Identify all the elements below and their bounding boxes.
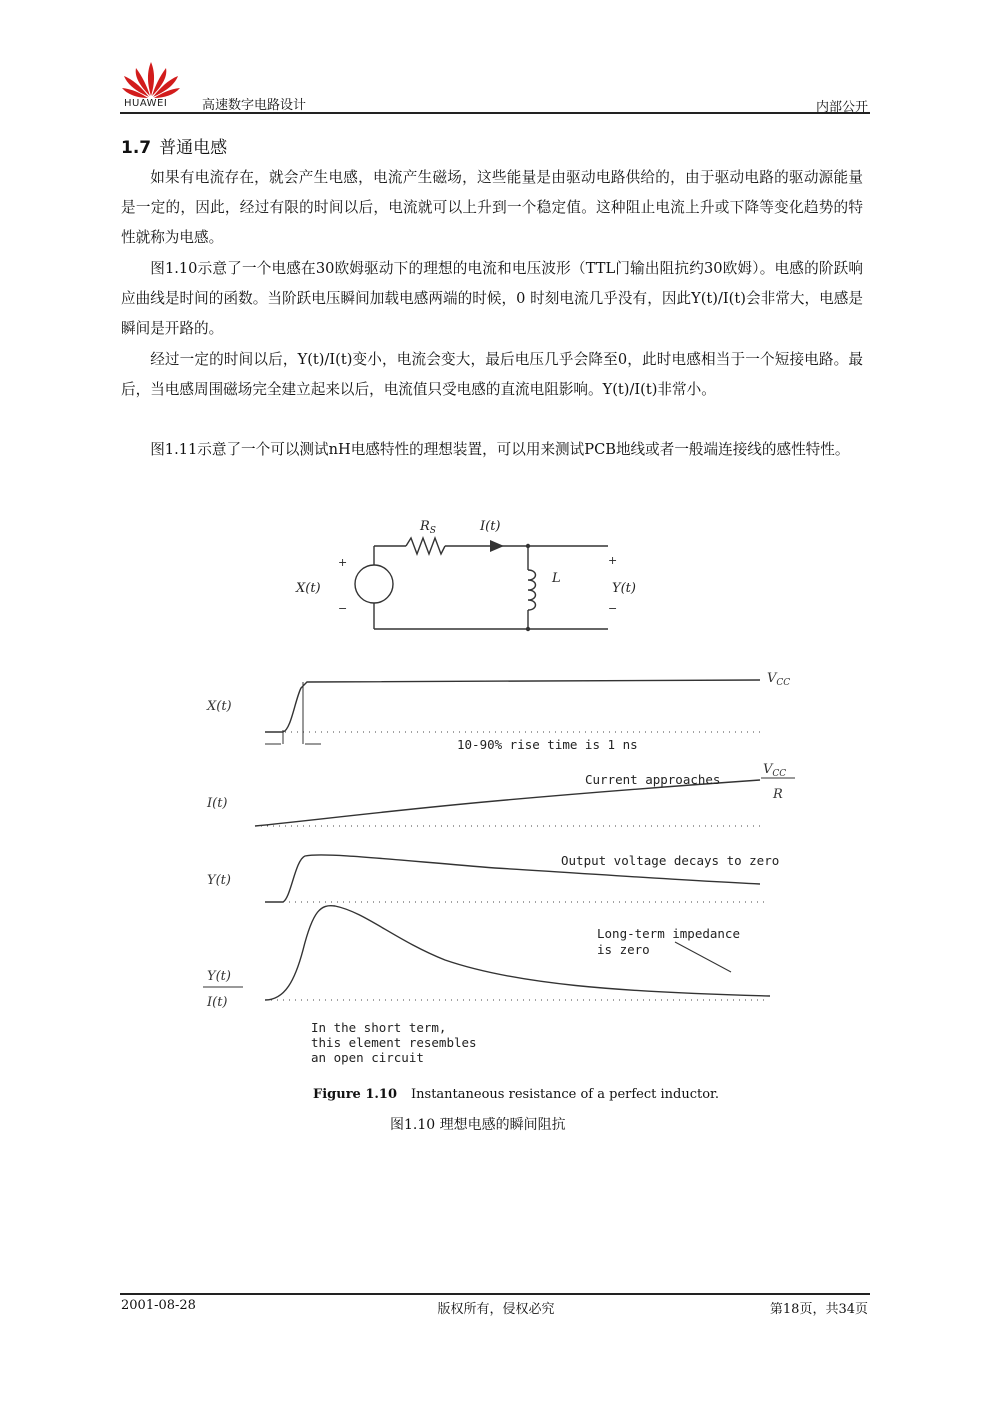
i-waveform-label: I(t) (207, 796, 228, 811)
footer-date: 2001-08-28 (121, 1298, 196, 1313)
section-number: 1.7 (121, 138, 152, 158)
current-fraction-numerator: $V_{CC}$ (763, 762, 787, 779)
footer-rule (120, 1293, 870, 1295)
logo-text: HUAWEI (124, 98, 168, 109)
body-paragraph-3: 经过一定的时间以后，Y(t)/I(t)变小，电流会变大，最后电压几乎会降至0，此时电感相当于一个短接电路。最后，当电感周围磁场完全建立起来以后，电流值只受电感的直流电阻影响。Y(t)/I(t)非常小。 (121, 351, 863, 398)
body-paragraph-4: 图1.11示意了一个可以测试nH电感特性的理想装置，可以用来测试PCB地线或者一般端连接线的感性特性。 (150, 441, 850, 458)
rise-time-note: 10-90% rise time is 1 ns (457, 737, 638, 752)
output-label: Y(t) (612, 581, 636, 596)
footer-page-number: 第18页，共34页 (769, 1302, 868, 1317)
resistor-symbol (406, 538, 445, 554)
longterm-note-1: Long-term impedance (597, 926, 740, 941)
shortterm-note-1: In the short term, (311, 1020, 447, 1035)
footer-copyright: 版权所有，侵权必究 (437, 1302, 555, 1317)
longterm-pointer (675, 942, 731, 972)
figure-caption-text: Instantaneous resistance of a perfect inductor. (411, 1087, 719, 1102)
source-minus: − (338, 602, 348, 615)
figure-caption-en (313, 1087, 719, 1102)
inductor-symbol (528, 570, 536, 610)
body-paragraph-1: 如果有电流存在，就会产生电感，电流产生磁场，这些能量是由驱动电路供给的，由于驱动电路的驱动源能量是一定的，因此，经过有限的时间以后，电流就可以上升到一个稳定值。这种阻止电流上升或下降等变化趋势的特性就称为电感。 (121, 169, 863, 246)
longterm-note-2: is zero (597, 942, 650, 957)
resistor-label: $R_S$ (420, 519, 436, 536)
source-plus: + (338, 556, 348, 569)
current-label: I(t) (480, 519, 501, 534)
voltage-source (355, 565, 393, 603)
inductor-label: L (552, 571, 561, 586)
section-heading (121, 133, 227, 158)
output-minus: − (608, 602, 618, 615)
figure-caption-cn: 图1.10 理想电感的瞬间阻抗 (390, 1117, 566, 1133)
source-label: X(t) (296, 581, 321, 596)
output-plus: + (608, 554, 618, 567)
output-note: Output voltage decays to zero (561, 853, 780, 868)
current-fraction-denominator: R (773, 787, 783, 802)
y-waveform-label: Y(t) (207, 873, 231, 888)
circuit-diagram (290, 508, 640, 648)
shortterm-note-2: this element resembles (311, 1035, 477, 1050)
ratio-denominator-label: I(t) (207, 995, 228, 1010)
header-rule (120, 112, 870, 114)
section-title: 普通电感 (159, 138, 228, 158)
shortterm-note-3: an open circuit (311, 1050, 424, 1065)
document-title: 高速数字电路设计 (202, 98, 307, 113)
current-note: Current approaches (585, 772, 721, 787)
ratio-numerator-label: Y(t) (207, 969, 231, 984)
x-waveform (265, 680, 760, 732)
waveform-diagram (195, 660, 825, 1070)
classification-label: 内部公开 (815, 100, 868, 115)
page-header (120, 58, 870, 114)
body-paragraph-2: 图1.10示意了一个电感在30欧姆驱动下的理想的电流和电压波形（TTL门输出阻抗约30欧姆）。电感的阶跃响应曲线是时间的函数。当阶跃电压瞬间加载电感两端的时候，0 时刻电流几乎没有，因此Y(t)/I(t)会非常大，电感是瞬间是开路的。 (121, 260, 863, 337)
figure-label: Figure 1.10 (313, 1087, 398, 1102)
vcc-label: $V_{CC}$ (767, 671, 791, 688)
current-arrow (490, 540, 504, 552)
x-waveform-label: X(t) (207, 699, 232, 714)
